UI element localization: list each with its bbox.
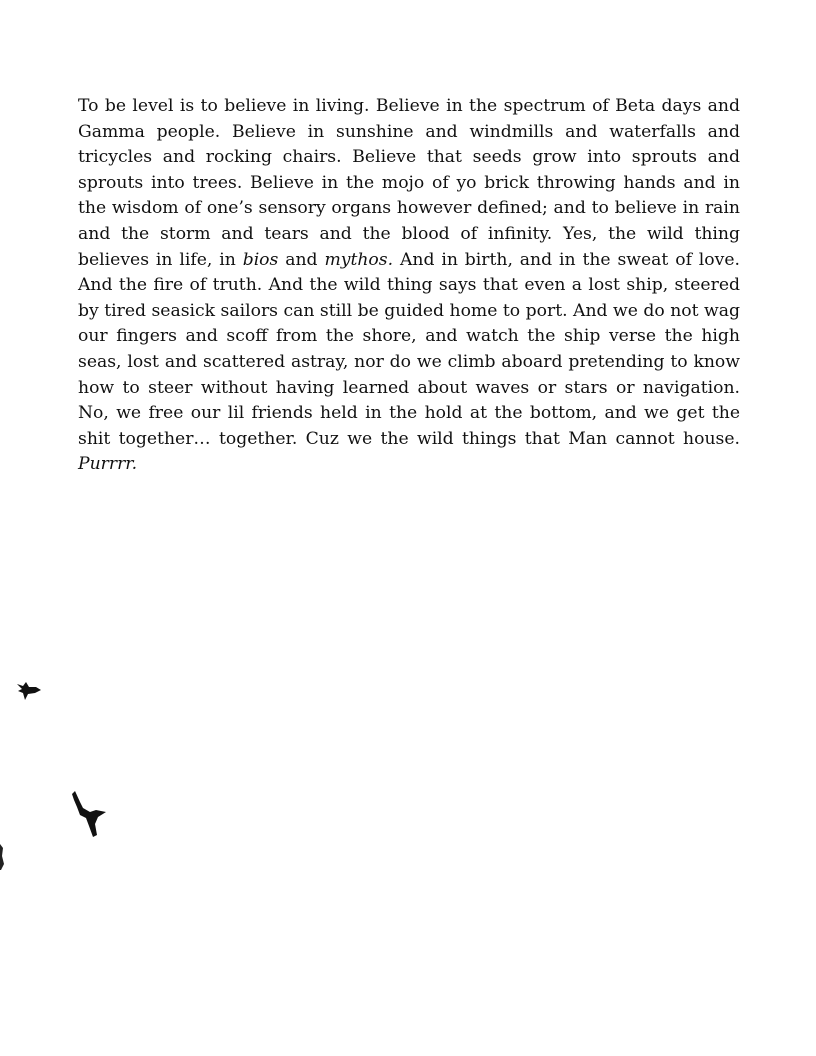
italic-purrrr: Purrrr.	[78, 454, 138, 475]
ink-blot-large-icon	[68, 788, 110, 840]
paragraph-text-2: and	[278, 249, 325, 270]
ink-blot-edge-icon	[0, 842, 6, 872]
italic-bios: bios	[242, 249, 279, 270]
ink-blot-small-icon	[14, 678, 44, 704]
paragraph-text-3: And in birth, and in the sweat of love. And the fire of truth. And the wild thing says that even a lost ship, steered by tired seasick sailors can still be guided home to port. And we do not wag our fingers and scoff from the shore, and watch the ship verse the high seas, lost and scattered astray, nor do we climb aboard pretending to know how to steer without having learned about waves or stars or navigation. No, we free our lil friends held in the hold at the bottom, and we get the shit together… together. Cuz we the wild things that Man cannot house.	[78, 249, 740, 449]
paragraph-text-1: To be level is to believe in living. Believe in the spectrum of Beta days and Gamma people. Believe in sunshine and windmills and waterfalls and tricycles and rocking chairs. Believe that seeds grow into sprouts and sprouts into trees. Believe in the mojo of yo brick throwing hands and in the wisdom of one’s sensory organs however defined; and to believe in rain and the storm and tears and the blood of infinity. Yes, the wild thing believes in life, in	[78, 96, 740, 270]
body-paragraph	[78, 94, 740, 478]
italic-mythos: mythos.	[324, 249, 394, 270]
